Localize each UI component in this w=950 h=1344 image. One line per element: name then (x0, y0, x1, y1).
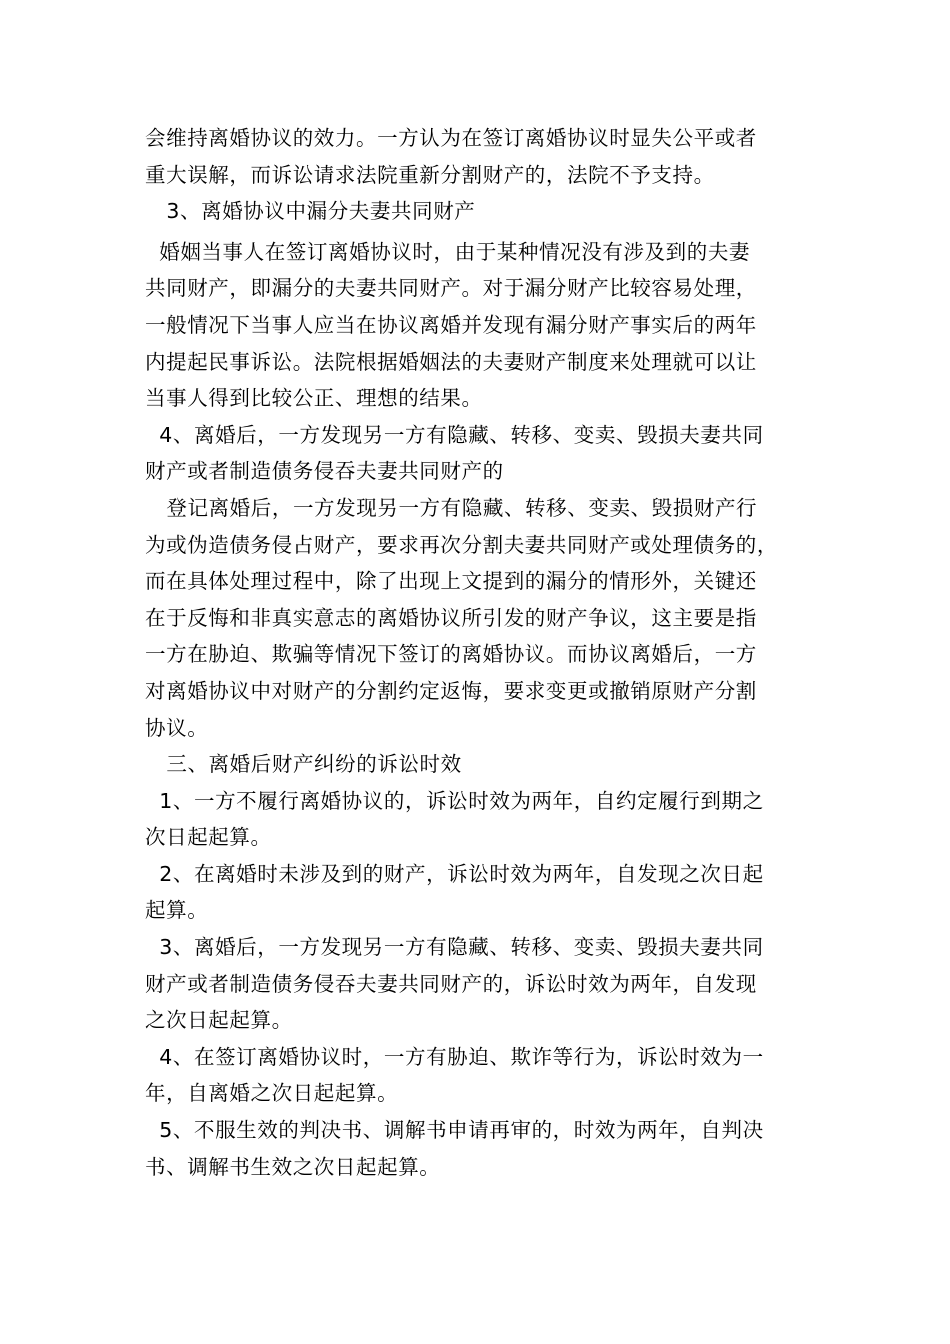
list-item: 2、在离婚时未涉及到的财产，诉讼时效为两年，自发现之次日起 (145, 861, 764, 886)
text-line: 重大误解，而诉讼请求法院重新分割财产的，法院不予支持。 (145, 162, 715, 187)
section-heading: 财产或者制造债务侵吞夫妻共同财产的 (145, 459, 504, 484)
text-line: 婚姻当事人在签订离婚协议时，由于某种情况没有涉及到的夫妻 (145, 239, 751, 264)
list-item: 年，自离婚之次日起起算。 (145, 1081, 399, 1106)
list-item: 书、调解书生效之次日起起算。 (145, 1154, 441, 1179)
text-line: 对离婚协议中对财产的分割约定返悔，要求变更或撤销原财产分割 (145, 678, 757, 703)
list-item: 次日起起算。 (145, 825, 272, 850)
text-line: 一方在胁迫、欺骗等情况下签订的离婚协议。而协议离婚后，一方 (145, 642, 757, 667)
text-line: 而在具体处理过程中，除了出现上文提到的漏分的情形外，关键还 (145, 569, 757, 594)
text-line: 内提起民事诉讼。法院根据婚姻法的夫妻财产制度来处理就可以让 (145, 349, 757, 374)
list-item: 3、离婚后，一方发现另一方有隐藏、转移、变卖、毁损夫妻共同 (145, 935, 764, 960)
section-heading: 3、离婚协议中漏分夫妻共同财产 (145, 199, 476, 224)
list-item: 4、在签订离婚协议时，一方有胁迫、欺诈等行为，诉讼时效为一 (145, 1044, 764, 1069)
list-item: 之次日起起算。 (145, 1008, 293, 1033)
text-line: 当事人得到比较公正、理想的结果。 (145, 386, 483, 411)
text-line: 为或伪造债务侵占财产，要求再次分割夫妻共同财产或处理债务的， (145, 532, 778, 557)
document-body (145, 120, 815, 1185)
section-heading: 4、离婚后，一方发现另一方有隐藏、转移、变卖、毁损夫妻共同 (145, 422, 764, 447)
text-line: 一般情况下当事人应当在协议离婚并发现有漏分财产事实后的两年 (145, 312, 757, 337)
section-heading: 三、离婚后财产纠纷的诉讼时效 (145, 752, 462, 777)
text-line: 协议。 (145, 715, 209, 740)
text-line: 在于反悔和非真实意志的离婚协议所引发的财产争议，这主要是指 (145, 605, 757, 630)
text-line: 登记离婚后，一方发现另一方有隐藏、转移、变卖、毁损财产行 (145, 495, 758, 520)
list-item: 5、不服生效的判决书、调解书申请再审的，时效为两年，自判决 (145, 1118, 764, 1143)
text-line: 共同财产，即漏分的夫妻共同财产。对于漏分财产比较容易处理， (145, 276, 757, 301)
list-item: 财产或者制造债务侵吞夫妻共同财产的，诉讼时效为两年，自发现 (145, 971, 757, 996)
text-line: 会维持离婚协议的效力。一方认为在签订离婚协议时显失公平或者 (145, 126, 757, 150)
list-item: 起算。 (145, 898, 209, 923)
list-item: 1、一方不履行离婚协议的，诉讼时效为两年，自约定履行到期之 (145, 788, 764, 813)
